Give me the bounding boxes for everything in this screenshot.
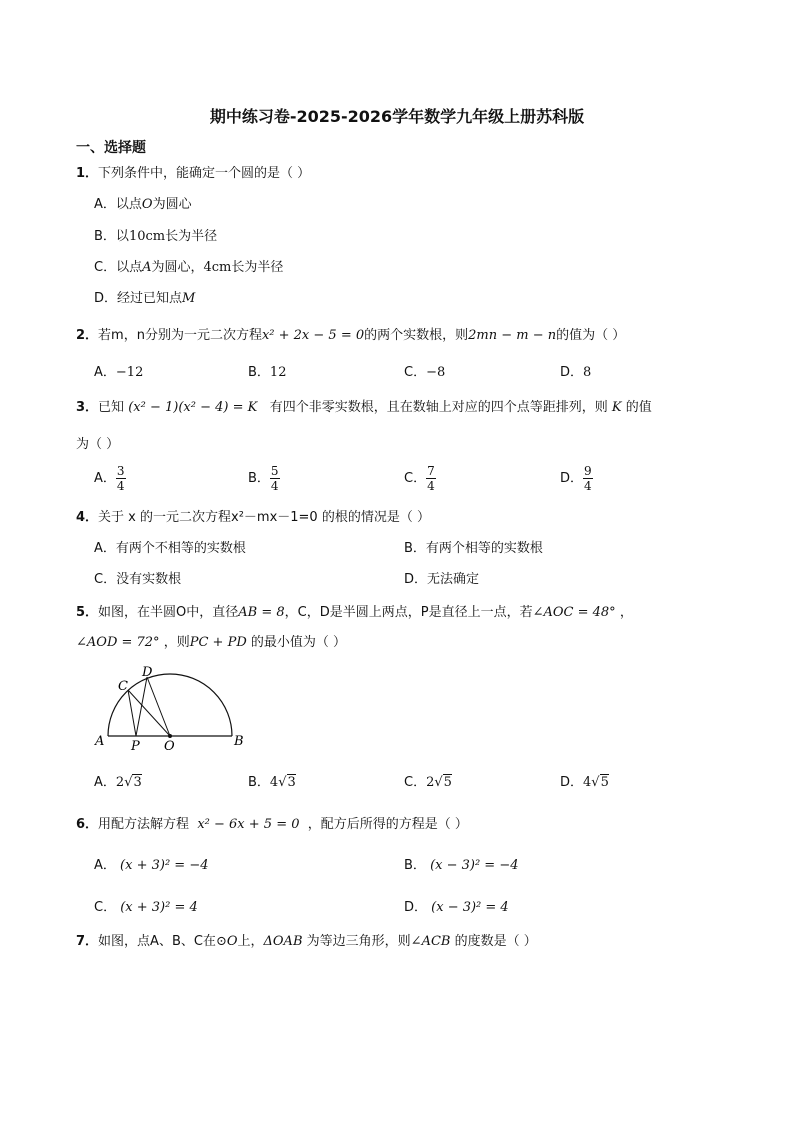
semicircle-figure — [92, 662, 252, 754]
question-stem: 的度数是（ ） — [454, 934, 537, 949]
option-label: A． — [94, 197, 116, 212]
q3-option-b[interactable] — [248, 464, 280, 493]
option-value: 12 — [269, 365, 287, 380]
question-number: 7． — [76, 934, 99, 949]
expression: ∠ACB — [410, 934, 451, 949]
fraction — [116, 464, 126, 493]
option-label: D． — [560, 365, 584, 380]
equation: x² + 2x − 5 = 0 — [261, 328, 365, 343]
option-label: A． — [94, 541, 116, 556]
question-5 — [76, 604, 633, 622]
expression: ΔOAB — [263, 934, 303, 949]
question-number: 3． — [76, 400, 99, 415]
radical: 2√5 — [426, 775, 452, 790]
q5-option-a[interactable] — [94, 774, 142, 792]
expression: ∠AOC = 48° — [532, 605, 616, 620]
question-stem: 有四个非零实数根，且在数轴上对应的四个点等距排列，则 — [269, 400, 608, 415]
option-label: A． — [94, 471, 116, 486]
question-stem: 若m，n分别为一元二次方程 — [98, 328, 262, 343]
q3-option-d[interactable] — [560, 464, 593, 493]
option-label: A． — [94, 858, 116, 873]
option-text: 以点 — [116, 260, 143, 275]
question-stem: 上， — [237, 934, 264, 949]
q2-option-b[interactable] — [248, 364, 286, 382]
option-value: −8 — [426, 365, 446, 380]
fraction — [583, 464, 593, 493]
question-stem: 如图，在半圆O中，直径 — [98, 605, 239, 620]
question-5-line2 — [76, 634, 346, 652]
expression: ⊙O — [215, 934, 238, 949]
q4-option-d[interactable] — [404, 571, 479, 589]
question-7 — [76, 933, 537, 951]
math-var: K — [611, 400, 622, 415]
coefficient: 2 — [426, 775, 435, 790]
option-text: 有两个相等的实数根 — [425, 541, 543, 556]
label-o: O — [164, 739, 175, 754]
fraction — [270, 464, 280, 493]
q1-option-d[interactable] — [94, 290, 195, 308]
question-stem: 的最小值为（ ） — [250, 635, 347, 650]
option-text: 为圆心， — [151, 260, 204, 275]
numerator: 9 — [584, 464, 592, 478]
option-label: C． — [404, 775, 427, 790]
option-value: −12 — [115, 365, 144, 380]
label-p: P — [131, 739, 140, 754]
option-text: 没有实数根 — [116, 572, 182, 587]
question-number: 5． — [76, 605, 99, 620]
numerator: 7 — [427, 464, 435, 478]
option-text: 以 — [115, 229, 129, 244]
option-label: B． — [248, 775, 270, 790]
q6-option-b[interactable] — [404, 857, 519, 875]
option-value: (x + 3)² = 4 — [120, 900, 198, 915]
option-label: C． — [404, 471, 427, 486]
question-3-line2: 为（ ） — [76, 437, 120, 452]
option-label: B． — [404, 858, 426, 873]
radical: 4√5 — [583, 775, 609, 790]
q5-option-d[interactable] — [560, 774, 609, 792]
equation: x² − 6x + 5 = 0 — [197, 817, 300, 832]
question-stem: ，则 — [163, 635, 190, 650]
question-3 — [76, 399, 652, 417]
radical: 2√3 — [115, 775, 142, 790]
question-stem: 已知 — [98, 400, 125, 415]
question-number: 6． — [76, 817, 99, 832]
option-text: 以点 — [115, 197, 142, 212]
center-point — [168, 734, 172, 738]
option-label: B． — [248, 365, 270, 380]
question-2 — [76, 327, 625, 345]
option-value: (x + 3)² = −4 — [120, 858, 209, 873]
question-stem: 的两个实数根，则 — [364, 328, 469, 343]
q1-option-b[interactable] — [94, 228, 217, 246]
question-stem: 为等边三角形，则 — [306, 934, 411, 949]
option-label: D． — [404, 900, 428, 915]
math-var: A — [142, 260, 152, 275]
question-stem: 关于 x 的一元二次方程x²－mx－1=0 的根的情况是（ ） — [98, 510, 430, 525]
option-label: D． — [560, 775, 584, 790]
segment-do — [147, 677, 170, 736]
option-label: B． — [404, 541, 426, 556]
option-label: C． — [94, 900, 117, 915]
math-value: 4cm — [203, 260, 232, 275]
equation: (x² − 1)(x² − 4) = K — [128, 400, 258, 415]
coefficient: 2 — [115, 775, 125, 790]
question-stem: 如图，点A、B、C在 — [98, 934, 216, 949]
question-stem: ，配方后所得的方程是（ ） — [307, 817, 468, 832]
q2-option-a[interactable] — [94, 364, 143, 382]
option-label: C． — [404, 365, 427, 380]
q4-option-c[interactable] — [94, 571, 181, 589]
option-text: 长为半径 — [231, 260, 284, 275]
option-value: 8 — [583, 365, 592, 380]
radicand: 3 — [133, 775, 142, 790]
radicand: 5 — [600, 775, 609, 790]
question-stem: ，C，D是半圆上两点，P是直径上一点，若 — [284, 605, 533, 620]
section-heading: 一、选择题 — [76, 140, 146, 156]
option-label: C． — [94, 260, 117, 275]
numerator: 5 — [270, 464, 279, 478]
option-label: A． — [94, 365, 116, 380]
math-value: 10cm — [128, 229, 166, 244]
option-value: (x − 3)² = 4 — [431, 900, 509, 915]
question-stem: 下列条件中，能确定一个圆的是（ ） — [98, 166, 311, 181]
option-label: B． — [94, 229, 116, 244]
radical: 4√3 — [269, 775, 296, 790]
option-label: D． — [560, 471, 584, 486]
math-var: M — [182, 291, 196, 306]
page-title: 期中练习卷-2025-2026学年数学九年级上册苏科版 — [209, 107, 585, 126]
expression: ∠AOD = 72° — [76, 635, 160, 650]
question-stem: 的值为（ ） — [556, 328, 626, 343]
q6-option-c[interactable] — [94, 899, 198, 917]
option-text: 有两个不相等的实数根 — [115, 541, 246, 556]
numerator: 3 — [116, 464, 125, 478]
expression: 2mn − m − n — [468, 328, 557, 343]
denominator: 4 — [116, 479, 125, 493]
question-1 — [76, 165, 310, 183]
question-6 — [76, 816, 468, 834]
q5-option-b[interactable] — [248, 774, 296, 792]
question-number: 1． — [76, 166, 99, 181]
q2-option-d[interactable] — [560, 364, 591, 382]
q4-option-b[interactable] — [404, 540, 543, 558]
q5-option-c[interactable] — [404, 774, 452, 792]
option-text: 为圆心 — [152, 197, 192, 212]
q4-option-a[interactable] — [94, 540, 246, 558]
q1-option-a[interactable] — [94, 196, 192, 214]
option-label: B． — [248, 471, 270, 486]
radicand: 3 — [287, 775, 296, 790]
option-text: 长为半径 — [165, 229, 218, 244]
q3-option-a[interactable] — [94, 464, 126, 493]
question-4 — [76, 509, 430, 527]
label-d: D — [142, 665, 153, 680]
question-number: 4． — [76, 510, 99, 525]
option-label: D． — [404, 572, 428, 587]
option-label: C． — [94, 572, 117, 587]
coefficient: 4 — [583, 775, 592, 790]
denominator: 4 — [584, 479, 592, 493]
option-label: A． — [94, 775, 116, 790]
question-stem: ， — [619, 605, 633, 620]
fraction — [426, 464, 436, 493]
coefficient: 4 — [269, 775, 279, 790]
question-number: 2． — [76, 328, 99, 343]
q2-option-c[interactable] — [404, 364, 445, 382]
label-c: C — [118, 679, 128, 694]
radicand: 5 — [443, 775, 452, 790]
denominator: 4 — [270, 479, 279, 493]
q3-option-c[interactable] — [404, 464, 436, 493]
label-a: A — [95, 734, 105, 749]
label-b: B — [234, 734, 244, 749]
denominator: 4 — [427, 479, 435, 493]
expression: PC + PD — [189, 635, 247, 650]
q1-option-c[interactable] — [94, 259, 283, 277]
expression: AB = 8 — [238, 605, 285, 620]
question-stem: 用配方法解方程 — [98, 817, 190, 832]
option-text: 无法确定 — [427, 572, 480, 587]
question-stem: 的值 — [625, 400, 652, 415]
option-text: 经过已知点 — [117, 291, 183, 306]
option-value: (x − 3)² = −4 — [430, 858, 519, 873]
q6-option-a[interactable] — [94, 857, 208, 875]
math-var: O — [141, 197, 153, 212]
segment-dp — [136, 677, 147, 736]
option-label: D． — [94, 291, 118, 306]
q6-option-d[interactable] — [404, 899, 509, 917]
